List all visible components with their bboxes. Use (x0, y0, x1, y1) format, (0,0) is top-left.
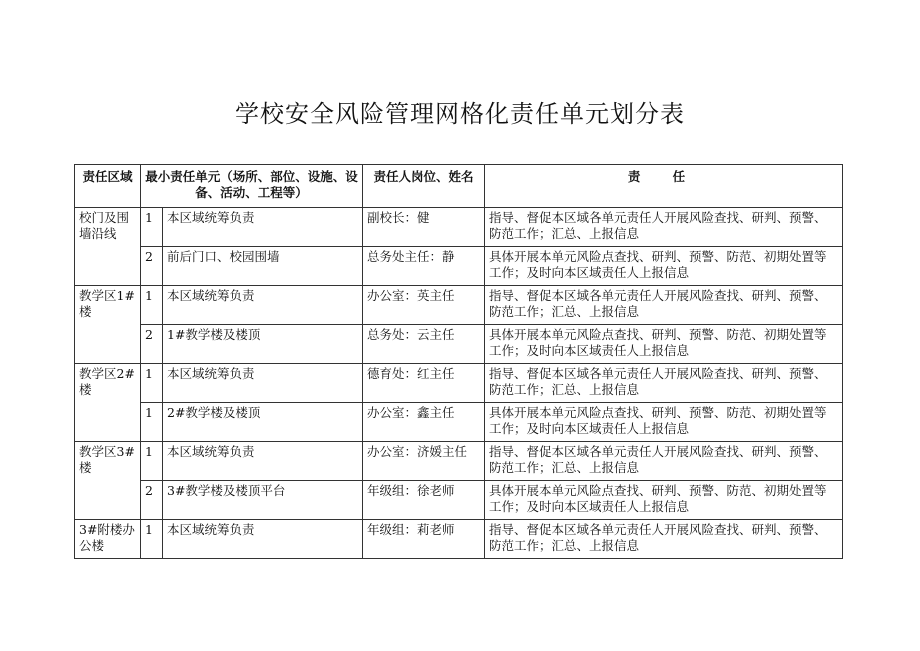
unit-cell: 3#教学楼及楼顶平台 (163, 481, 363, 520)
row-number: 1 (141, 520, 163, 559)
responsibility-table (74, 164, 843, 559)
header-person: 责任人岗位、姓名 (363, 165, 485, 208)
area-cell: 3#附楼办公楼 (75, 520, 141, 559)
person-cell: 总务处：云主任 (363, 325, 485, 364)
person-cell: 总务处主任：静 (363, 247, 485, 286)
area-cell: 校门及围墙沿线 (75, 208, 141, 286)
table-row (75, 403, 843, 442)
table-row (75, 520, 843, 559)
duty-cell: 指导、督促本区域各单元责任人开展风险查找、研判、预警、防范工作；汇总、上报信息 (485, 364, 843, 403)
unit-cell: 1#教学楼及楼顶 (163, 325, 363, 364)
row-number: 2 (141, 481, 163, 520)
person-cell: 办公室：鑫主任 (363, 403, 485, 442)
person-cell: 办公室：英主任 (363, 286, 485, 325)
area-cell: 教学区3#楼 (75, 442, 141, 520)
unit-cell: 本区域统筹负责 (163, 520, 363, 559)
row-number: 1 (141, 403, 163, 442)
table-row (75, 481, 843, 520)
row-number: 1 (141, 208, 163, 247)
row-number: 2 (141, 325, 163, 364)
table-row (75, 442, 843, 481)
unit-cell: 本区域统筹负责 (163, 208, 363, 247)
row-number: 1 (141, 442, 163, 481)
unit-cell: 前后门口、校园围墙 (163, 247, 363, 286)
duty-cell: 指导、督促本区域各单元责任人开展风险查找、研判、预警、防范工作；汇总、上报信息 (485, 208, 843, 247)
person-cell: 德育处：红主任 (363, 364, 485, 403)
page-title: 学校安全风险管理网格化责任单元划分表 (235, 100, 685, 128)
table-header-row (75, 165, 843, 208)
person-cell: 办公室：济媛主任 (363, 442, 485, 481)
header-area: 责任区域 (75, 165, 141, 208)
duty-cell: 具体开展本单元风险点查找、研判、预警、防范、初期处置等工作；及时向本区域责任人上报信息 (485, 403, 843, 442)
table-row (75, 325, 843, 364)
duty-cell: 具体开展本单元风险点查找、研判、预警、防范、初期处置等工作；及时向本区域责任人上报信息 (485, 481, 843, 520)
table-row (75, 286, 843, 325)
unit-cell: 本区域统筹负责 (163, 364, 363, 403)
duty-cell: 指导、督促本区域各单元责任人开展风险查找、研判、预警、防范工作；汇总、上报信息 (485, 286, 843, 325)
row-number: 1 (141, 286, 163, 325)
unit-cell: 本区域统筹负责 (163, 442, 363, 481)
unit-cell: 2#教学楼及楼顶 (163, 403, 363, 442)
header-unit: 最小责任单元（场所、部位、设施、设备、活动、工程等） (141, 165, 363, 208)
duty-cell: 具体开展本单元风险点查找、研判、预警、防范、初期处置等工作；及时向本区域责任人上报信息 (485, 247, 843, 286)
person-cell: 年级组：莉老师 (363, 520, 485, 559)
area-cell: 教学区2#楼 (75, 364, 141, 442)
header-duty: 责 任 (485, 165, 843, 208)
area-cell: 教学区1#楼 (75, 286, 141, 364)
table-row (75, 247, 843, 286)
row-number: 2 (141, 247, 163, 286)
duty-cell: 具体开展本单元风险点查找、研判、预警、防范、初期处置等工作；及时向本区域责任人上报信息 (485, 325, 843, 364)
table-row (75, 364, 843, 403)
person-cell: 年级组：徐老师 (363, 481, 485, 520)
table-row (75, 208, 843, 247)
person-cell: 副校长：健 (363, 208, 485, 247)
row-number: 1 (141, 364, 163, 403)
unit-cell: 本区域统筹负责 (163, 286, 363, 325)
duty-cell: 指导、督促本区域各单元责任人开展风险查找、研判、预警、防范工作；汇总、上报信息 (485, 520, 843, 559)
duty-cell: 指导、督促本区域各单元责任人开展风险查找、研判、预警、防范工作；汇总、上报信息 (485, 442, 843, 481)
